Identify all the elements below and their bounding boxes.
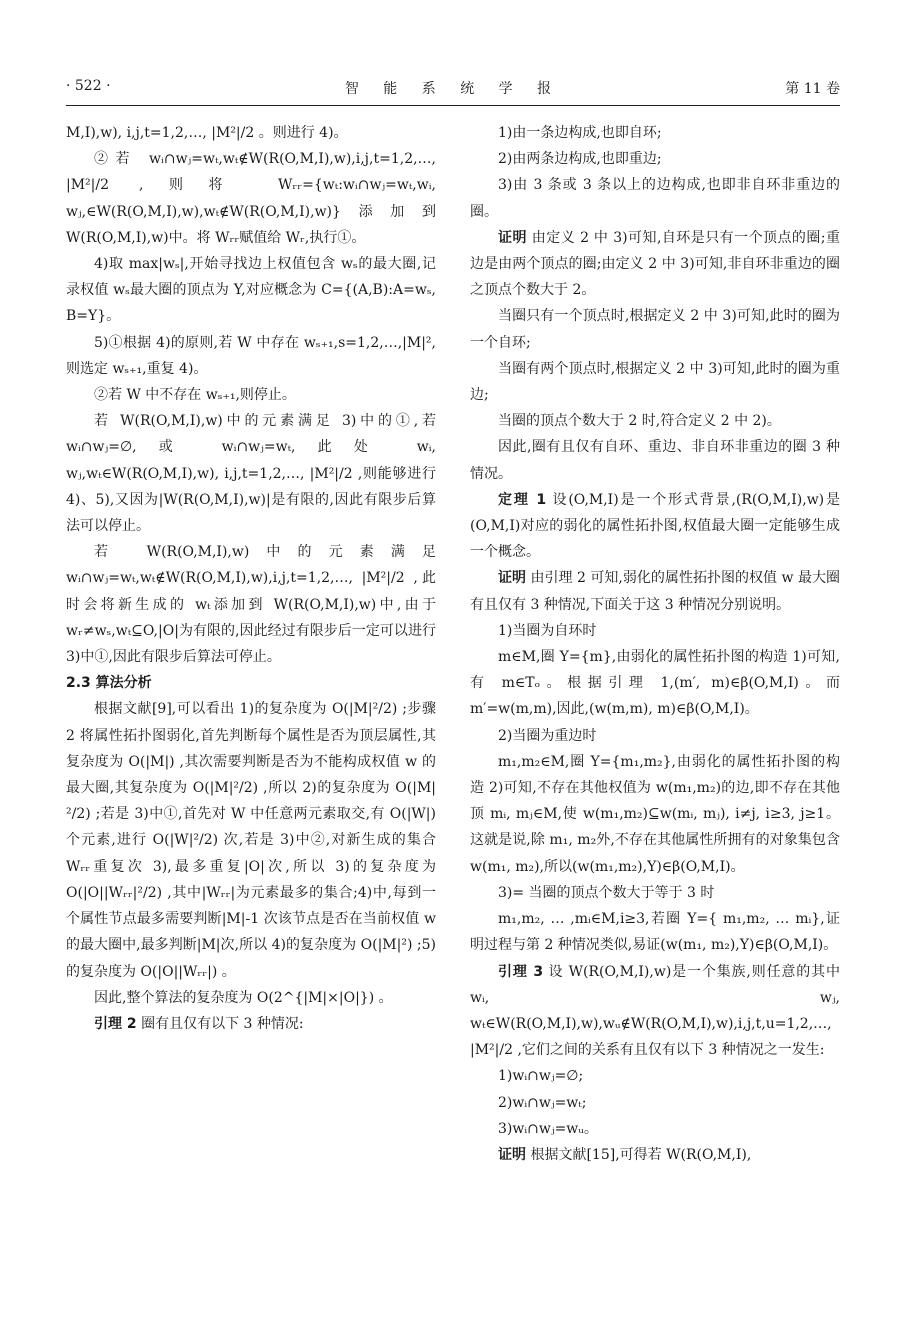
paragraph: 1)当圈为自环时	[498, 622, 597, 639]
paragraph: 当圈有两个顶点时,根据定义 2 中 3)可知,此时的圈为重边;	[470, 360, 840, 404]
journal-title: 智 能 系 统 学 报	[344, 81, 562, 97]
paragraph-text: 圈有且仅有以下 3 种情况:	[136, 1015, 304, 1032]
paragraph	[470, 487, 840, 566]
paragraph: 因此,圈有且仅有自环、重边、非自环非重边的圈 3 种情况。	[470, 439, 840, 482]
paragraph: 当圈的顶点个数大于 2 时,符合定义 2 中 2)。	[498, 413, 781, 430]
paragraph-keyword: 引理 3	[498, 963, 544, 980]
paragraph	[470, 959, 840, 1064]
volume-label: 第 11 卷	[785, 81, 840, 97]
paragraph: 2)当圈为重边时	[498, 727, 597, 744]
paragraph: 根据文献[9],可以看出 1)的复杂度为 O(|M|²/2) ;步骤 2 将属性拓扑图弱化,首先判断每个属性是否为顶层属性,其复杂度为 O(|M|) ,其次需要判断是否为不能构成权值 w 的最大圈,其复杂度为 O(|M|²/2) ,所以 2)的复杂度为 O(|M|²/2) ;若是 3)中①,首先对 W 中任意两元素取交,有 O(|W|) 个元素,进行 O(|W|²/2) 次,若是 3)中②,对新生成的集合 Wᵣᵣ重复次 3),最多重复|O|次,所以 3)的复杂度为 O(|O||Wᵣᵣ|²/2) ,其中|Wᵣᵣ|为元素最多的集合;4)中,每到一个属性节点最多需要判断|M|-1 次该节点是否在当前权值 w 的最大圈中,最多判断|M|次,所以 4)的复杂度为 O(|M|²) ;5)的复杂度为 O(|O||Wᵣᵣ|) 。	[66, 701, 436, 980]
paragraph-text: 由引理 2 可知,弱化的属性拓扑图的权值 w 最大圈有且仅有 3 种情况,下面关于这 3 种情况分别说明。	[470, 570, 840, 613]
paragraph: ②若 W 中不存在 wₛ₊₁,则停止。	[94, 387, 296, 404]
paragraph: ②若 wᵢ∩wⱼ=wₜ,wₜ∉W(R(O,M,I),w),i,j,t=1,2,…, |M²|/2 ,则将 Wᵣᵣ={wₜ:wᵢ∩wⱼ=wₜ,wᵢ, wⱼ,∈W(R(O,M,I),w),wₜ∉W(R(O,M,I),w)}添加到 W(R(O,M,I),w)中。将 Wᵣᵣ赋值给 Wᵣ,执行①。	[66, 151, 436, 246]
page-number: · 522 ·	[66, 78, 111, 94]
paragraph: m₁,m₂∈M,圈 Y={m₁,m₂},由弱化的属性拓扑图的构造 2)可知,不存在其他权值为 w(m₁,m₂)的边,即不存在其他顶 mᵢ, mⱼ∈M,使 w(m₁,m₂)⊆w(mᵢ, mⱼ), i≠j, i≥3, j≥1。这就是说,除 m₁, m₂外,不存在其他属性所拥有的对象集包含 w(m₁, m₂),所以(w(m₁,m₂),Y)∈β(O,M,I)。	[470, 753, 840, 875]
paragraph	[470, 565, 840, 617]
paragraph-text: 设(O,M,I)是一个形式背景,(R(O,M,I),w)是(O,M,I)对应的弱化的属性拓扑图,权值最大圈一定能够生成一个概念。	[470, 491, 840, 561]
paragraph: 4)取 max|wₛ|,开始寻找边上权值包含 wₛ的最大圈,记录权值 wₛ最大圈的顶点为 Y,对应概念为 C={(A,B):A=wₛ, B=Y}。	[66, 256, 436, 325]
paragraph	[66, 1011, 436, 1037]
left-column	[66, 120, 436, 1310]
paragraph: 3)由 3 条或 3 条以上的边构成,也即非自环非重边的圈。	[470, 177, 840, 220]
paragraph: 2)由两条边构成,也即重边;	[498, 151, 662, 168]
running-header	[66, 78, 840, 102]
paragraph	[470, 225, 840, 304]
paragraph: 因此,整个算法的复杂度为 O(2^{|M|×|O|}) 。	[94, 989, 393, 1006]
paragraph: 若 W(R(O,M,I),w)中的元素满足 3)中的①,若 wᵢ∩wⱼ=∅,或 wᵢ∩wⱼ=wₜ,此处 wᵢ, wⱼ,wₜ∈W(R(O,M,I),w), i,j,t=1,2,…, |M²|/2 ,则能够进行 4)、5),又因为|W(R(O,M,I),w)|是有限的,因此有限步后算法可以停止。	[66, 413, 436, 535]
paragraph-keyword: 引理 2	[94, 1015, 137, 1032]
paragraph: 3)= 当圈的顶点个数大于等于 3 时	[498, 884, 715, 901]
paragraph: 2)wᵢ∩wⱼ=wₜ;	[498, 1094, 587, 1111]
paragraph: 当圈只有一个顶点时,根据定义 2 中 3)可知,此时的圈为一个自环;	[470, 308, 840, 351]
section-heading: 2.3 算法分析	[66, 675, 152, 692]
paragraph: 5)①根据 4)的原则,若 W 中存在 wₛ₊₁,s=1,2,…,|M|²,则选定 wₛ₊₁,重复 4)。	[66, 334, 436, 377]
paragraph: m∈M,圈 Y={m},由弱化的属性拓扑图的构造 1)可知,有 m∈Tₒ。根据引理 1,(m′, m)∈β(O,M,I)。而 m′=w(m,m),因此,(w(m,m), m)∈β(O,M,I)。	[470, 649, 840, 718]
paragraph-keyword: 证明	[498, 229, 527, 246]
paragraph: M,I),w), i,j,t=1,2,…, |M²|/2 。则进行 4)。	[66, 125, 348, 141]
paragraph-text: 设 W(R(O,M,I),w)是一个集族,则任意的其中 wᵢ, wⱼ, wₜ∈W(R(O,M,I),w),wᵤ∉W(R(O,M,I),w),i,j,t,u=1,2,…, |M²|/2 ,它们之间的关系有且仅有以下 3 种情况之一发生:	[470, 963, 840, 1059]
paragraph-keyword: 定理 1	[498, 491, 547, 508]
right-column	[470, 120, 840, 1310]
paragraph-keyword: 证明	[498, 1146, 526, 1163]
paragraph: 1)由一条边构成,也即自环;	[498, 125, 662, 141]
paragraph: 若 W(R(O,M,I),w)中的元素满足 wᵢ∩wⱼ=wₜ,wₜ∉W(R(O,M,I),w),i,j,t=1,2,…, |M²|/2 ,此时会将新生成的 wₜ添加到 W(R(O,M,I),w)中,由于 wᵣ≠wₛ,wₜ⊆O,|O|为有限的,因此经过有限步后一定可以进行 3)中①,因此有限步后算法可停止。	[66, 544, 436, 666]
paragraph	[470, 1142, 840, 1168]
header-rule	[66, 105, 840, 106]
paragraph: 3)wᵢ∩wⱼ=wᵤ。	[498, 1120, 598, 1137]
paragraph: m₁,m₂, … ,mᵢ∈M,i≥3,若圈 Y={ m₁,m₂, … mᵢ},证明过程与第 2 种情况类似,易证(w(m₁, m₂),Y)∈β(O,M,I)。	[470, 911, 840, 954]
paragraph-keyword: 证明	[498, 570, 527, 587]
paragraph-text: 由定义 2 中 3)可知,自环是只有一个顶点的圈;重边是由两个顶点的圈;由定义 2 中 3)可知,非自环非重边的圈之顶点个数大于 2。	[470, 229, 840, 299]
paragraph: 1)wᵢ∩wⱼ=∅;	[498, 1068, 584, 1085]
paragraph-text: 根据文献[15],可得若 W(R(O,M,I),	[526, 1146, 752, 1163]
